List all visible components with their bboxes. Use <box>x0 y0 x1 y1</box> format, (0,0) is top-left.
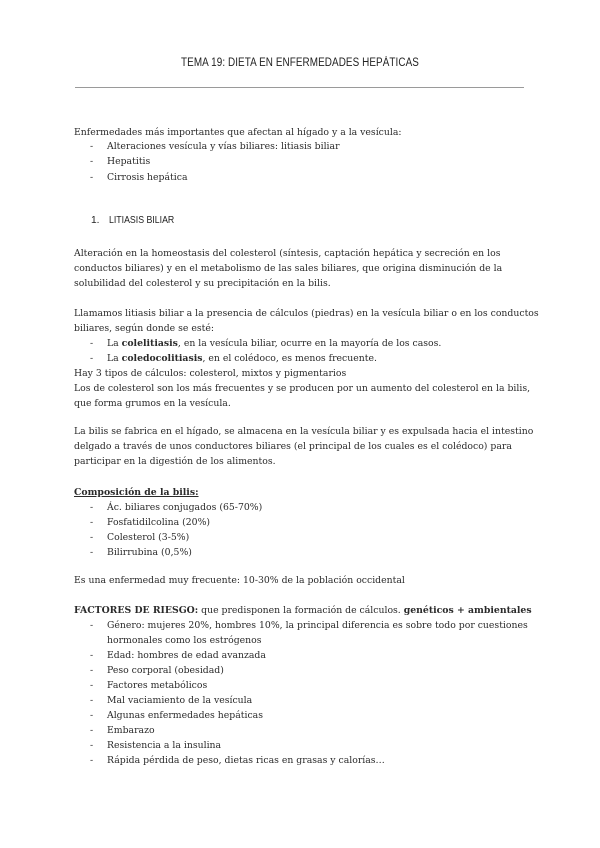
list-item: Ác. biliares conjugados (65-70%) <box>107 502 263 513</box>
paragraph-line: solubilidad del colesterol y su precipitación en la bilis. <box>74 278 331 289</box>
title-divider <box>75 87 524 88</box>
list-dash: - <box>90 338 94 349</box>
list-dash: - <box>90 725 94 736</box>
list-dash: - <box>90 665 94 676</box>
list-item: Algunas enfermedades hepáticas <box>107 710 263 721</box>
list-dash: - <box>90 517 94 528</box>
list-item: Fosfatidilcolina (20%) <box>107 517 211 528</box>
paragraph-line: Alteración en la homeostasis del colesterol (síntesis, captación hepática y secreción en los <box>74 248 501 259</box>
list-dash: - <box>90 695 94 706</box>
frequency-text: Es una enfermedad muy frecuente: 10-30% de la población occidental <box>74 575 405 586</box>
list-item: Colesterol (3-5%) <box>107 532 190 543</box>
list-dash: - <box>90 740 94 751</box>
list-item: Alteraciones vesícula y vías biliares: litiasis biliar <box>107 141 340 152</box>
paragraph-line: delgado a través de unos conductores biliares (el principal de los cuales es el colédoco) para <box>74 441 512 452</box>
paragraph-line: que forma grumos en la vesícula. <box>74 398 231 409</box>
list-item: La coledocolitiasis, en el colédoco, es menos frecuente. <box>107 353 377 364</box>
list-item: La colelitiasis, en la vesícula biliar, ocurre en la mayoría de los casos. <box>107 338 442 349</box>
paragraph-line: participar en la digestión de los alimentos. <box>74 456 276 467</box>
list-item-continued: hormonales como los estrógenos <box>107 635 262 646</box>
paragraph-line: Hay 3 tipos de cálculos: colesterol, mixtos y pigmentarios <box>74 368 347 379</box>
paragraph-line: Los de colesterol son los más frecuentes y se producen por un aumento del colesterol en la bilis, <box>74 383 531 394</box>
list-item: Género: mujeres 20%, hombres 10%, la principal diferencia es sobre todo por cuestiones <box>107 620 528 631</box>
list-item: Factores metabólicos <box>107 680 208 691</box>
list-item: Resistencia a la insulina <box>107 740 222 751</box>
list-dash: - <box>90 502 94 513</box>
paragraph-line: La bilis se fabrica en el hígado, se almacena en la vesícula biliar y es expulsada hacia el intestino <box>74 426 534 437</box>
list-dash: - <box>90 172 94 183</box>
list-dash: - <box>90 353 94 364</box>
list-item: Edad: hombres de edad avanzada <box>107 650 266 661</box>
paragraph-line: Llamamos litiasis biliar a la presencia de cálculos (piedras) en la vesícula biliar o en los conductos <box>74 308 539 319</box>
list-item: Cirrosis hepática <box>107 172 188 183</box>
section-number: 1. <box>91 215 100 226</box>
section-heading: LITIASIS BILIAR <box>109 215 175 226</box>
risk-factors-line: FACTORES DE RIESGO: que predisponen la formación de cálculos. genéticos + ambientales <box>74 605 532 616</box>
list-dash: - <box>90 547 94 558</box>
list-item: Hepatitis <box>107 156 151 167</box>
list-item: Embarazo <box>107 725 155 736</box>
page-title: TEMA 19: DIETA EN ENFERMEDADES HEPÁTICAS <box>181 57 419 69</box>
list-item: Bilirrubina (0,5%) <box>107 547 192 558</box>
paragraph-line: biliares, según donde se esté: <box>74 323 215 334</box>
intro-text: Enfermedades más importantes que afectan al hígado y a la vesícula: <box>74 127 402 138</box>
list-item: Rápida pérdida de peso, dietas ricas en grasas y calorías… <box>107 755 385 766</box>
list-dash: - <box>90 141 94 152</box>
list-dash: - <box>90 156 94 167</box>
list-dash: - <box>90 710 94 721</box>
list-dash: - <box>90 620 94 631</box>
paragraph-line: conductos biliares) y en el metabolismo de las sales biliares, que origina disminución de la <box>74 263 503 274</box>
composition-heading: Composición de la bilis: <box>74 487 199 498</box>
list-item: Peso corporal (obesidad) <box>107 665 224 676</box>
list-dash: - <box>90 650 94 661</box>
list-dash: - <box>90 532 94 543</box>
list-dash: - <box>90 680 94 691</box>
risk-heading: FACTORES DE RIESGO: <box>74 605 199 616</box>
list-dash: - <box>90 755 94 766</box>
list-item: Mal vaciamiento de la vesícula <box>107 695 253 706</box>
